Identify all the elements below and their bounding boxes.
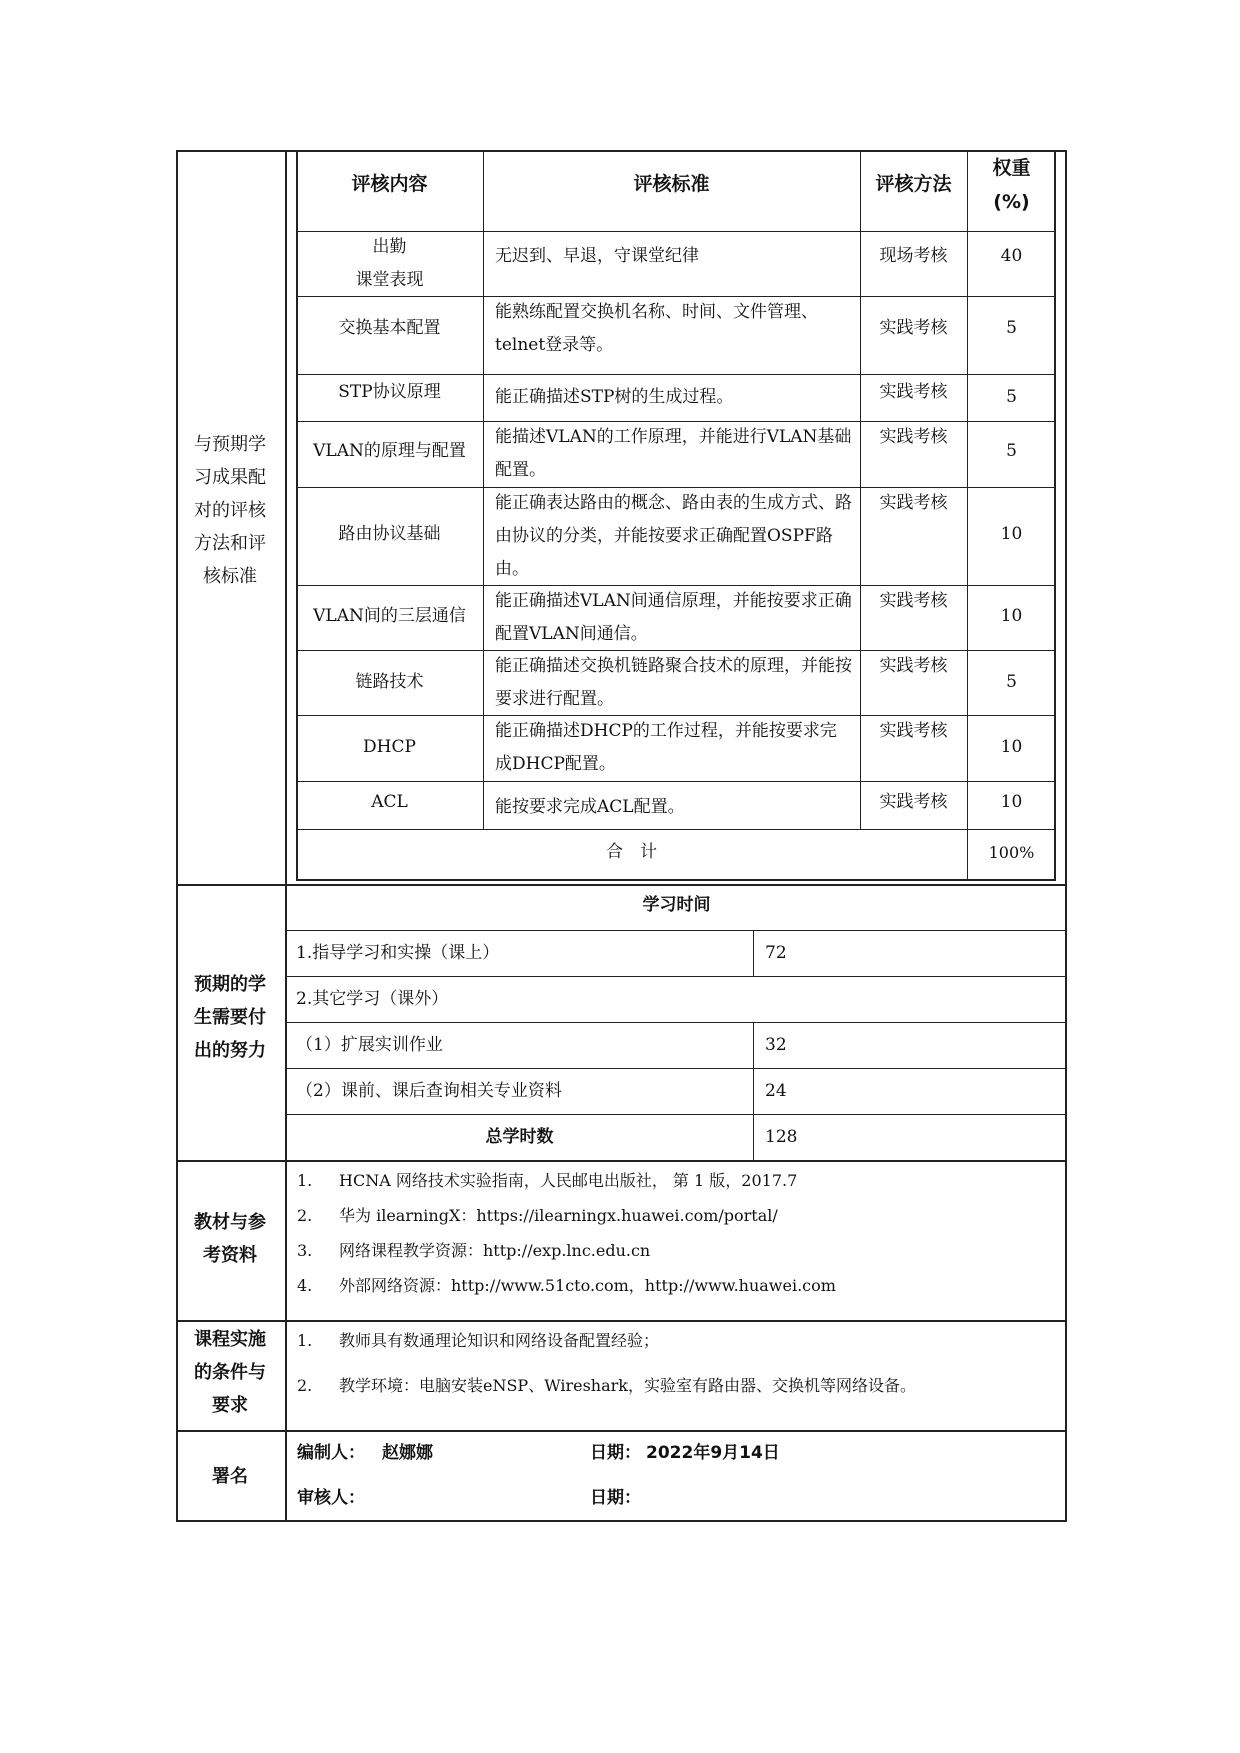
row-content: VLAN间的三层通信 bbox=[313, 606, 466, 626]
effort-row-label: （2）课前、课后查询相关专业资料 bbox=[296, 1081, 562, 1101]
section-divider-assessment bbox=[176, 884, 1067, 886]
label-effort: 预期的学生需要付出的努力 bbox=[194, 974, 266, 1061]
effort-row-line bbox=[286, 930, 1067, 931]
row-standard: 能正确描述STP树的生成过程。 bbox=[495, 387, 734, 407]
reviewer-label: 审核人： bbox=[297, 1488, 365, 1508]
row-method: 实践考核 bbox=[879, 721, 948, 741]
total-label: 合 计 bbox=[606, 842, 657, 862]
editor-date: 2022年9月14日 bbox=[646, 1443, 780, 1463]
textbook-item: 4. 外部网络资源：http://www.51cto.com，http://www.huawei.com bbox=[297, 1276, 836, 1295]
effort-total-label: 总学时数 bbox=[485, 1127, 554, 1147]
row-content: VLAN的原理与配置 bbox=[313, 441, 466, 461]
row-standard: 能正确描述VLAN间通信原理，并能按要求正确配置VLAN间通信。 bbox=[495, 591, 852, 644]
label-textbook: 教材与参考资料 bbox=[194, 1212, 266, 1266]
textbook-item: 2. 华为 ilearningX：https://ilearningx.huawei.com/portal/ bbox=[297, 1206, 778, 1225]
row-method: 实践考核 bbox=[879, 792, 948, 812]
row-content: DHCP bbox=[363, 737, 416, 757]
row-standard: 能熟练配置交换机名称、时间、文件管理、telnet登录等。 bbox=[495, 302, 818, 355]
effort-row-line bbox=[286, 1022, 1067, 1023]
header-standard: 评核标准 bbox=[633, 173, 710, 195]
total-value: 100% bbox=[988, 843, 1035, 862]
effort-row-line bbox=[286, 1068, 1067, 1069]
effort-row-value: 72 bbox=[765, 943, 787, 963]
row-weight: 40 bbox=[1000, 246, 1023, 266]
assessment-row-line bbox=[296, 374, 1056, 375]
row-standard: 能正确描述交换机链路聚合技术的原理，并能按要求进行配置。 bbox=[495, 656, 852, 709]
row-standard: 能按要求完成ACL配置。 bbox=[495, 797, 685, 817]
reviewer-date-label: 日期： bbox=[590, 1488, 641, 1508]
textbook-item: 1. HCNA 网络技术实验指南，人民邮电出版社， 第 1 版，2017.7 bbox=[297, 1171, 798, 1190]
section-divider-textbook bbox=[176, 1320, 1067, 1322]
row-weight: 10 bbox=[1000, 737, 1023, 757]
editor-name: 赵娜娜 bbox=[382, 1443, 433, 1463]
row-content: 交换基本配置 bbox=[338, 318, 441, 338]
row-standard: 无迟到、早退，守课堂纪律 bbox=[495, 246, 699, 266]
textbook-item: 3. 网络课程教学资源：http://exp.lnc.edu.cn bbox=[297, 1241, 651, 1260]
effort-row-value: 24 bbox=[765, 1081, 787, 1101]
row-weight: 5 bbox=[1006, 387, 1017, 407]
effort-row-line bbox=[286, 1114, 1067, 1115]
row-content: STP协议原理 bbox=[338, 382, 441, 402]
row-content: 出勤 课堂表现 bbox=[355, 237, 424, 290]
editor-label: 编制人： bbox=[297, 1443, 365, 1463]
section-divider-conditions bbox=[176, 1430, 1067, 1432]
row-content: 链路技术 bbox=[355, 672, 424, 692]
effort-row-label: （1）扩展实训作业 bbox=[296, 1035, 443, 1055]
row-content: 路由协议基础 bbox=[338, 524, 441, 544]
label-signature: 署名 bbox=[212, 1466, 248, 1487]
left-column-divider bbox=[285, 150, 287, 1522]
row-method: 实践考核 bbox=[879, 591, 948, 611]
row-weight: 10 bbox=[1000, 792, 1023, 812]
assessment-row-line bbox=[296, 829, 1056, 830]
header-content: 评核内容 bbox=[351, 173, 428, 195]
label-assessment: 与预期学习成果配对的评核方法和评核标准 bbox=[194, 434, 266, 587]
row-weight: 10 bbox=[1000, 524, 1023, 544]
row-method: 实践考核 bbox=[879, 427, 948, 447]
effort-row-value: 32 bbox=[765, 1035, 787, 1055]
row-content: ACL bbox=[371, 792, 408, 812]
row-method: 实践考核 bbox=[879, 382, 948, 402]
row-weight: 5 bbox=[1006, 672, 1017, 692]
effort-total-value: 128 bbox=[765, 1127, 798, 1147]
effort-title: 学习时间 bbox=[642, 895, 711, 915]
effort-row-line bbox=[286, 976, 1067, 977]
row-method: 实践考核 bbox=[879, 493, 948, 513]
effort-row-label: 2.其它学习（课外） bbox=[296, 989, 449, 1009]
row-standard: 能正确描述DHCP的工作过程，并能按要求完成DHCP配置。 bbox=[495, 721, 837, 774]
row-weight: 10 bbox=[1000, 606, 1023, 626]
condition-item: 1. 教师具有数通理论知识和网络设备配置经验； bbox=[297, 1331, 660, 1350]
row-method: 实践考核 bbox=[879, 318, 948, 338]
editor-date-label: 日期： bbox=[590, 1443, 641, 1463]
section-divider-effort bbox=[176, 1160, 1067, 1162]
assessment-row-line bbox=[296, 781, 1056, 782]
header-method: 评核方法 bbox=[875, 173, 952, 195]
condition-item: 2. 教学环境：电脑安装eNSP、Wireshark，实验室有路由器、交换机等网络设备。 bbox=[297, 1376, 916, 1395]
row-standard: 能描述VLAN的工作原理，并能进行VLAN基础配置。 bbox=[495, 427, 852, 480]
row-method: 现场考核 bbox=[879, 246, 948, 266]
row-weight: 5 bbox=[1006, 441, 1017, 461]
row-weight: 5 bbox=[1006, 318, 1017, 338]
effort-row-label: 1.指导学习和实操（课上） bbox=[296, 943, 500, 963]
header-weight: 权重(%) bbox=[992, 157, 1031, 213]
row-method: 实践考核 bbox=[879, 656, 948, 676]
label-conditions: 课程实施的条件与要求 bbox=[194, 1329, 266, 1416]
row-standard: 能正确表达路由的概念、路由表的生成方式、路由协议的分类，并能按要求正确配置OSPF路由。 bbox=[495, 493, 852, 579]
